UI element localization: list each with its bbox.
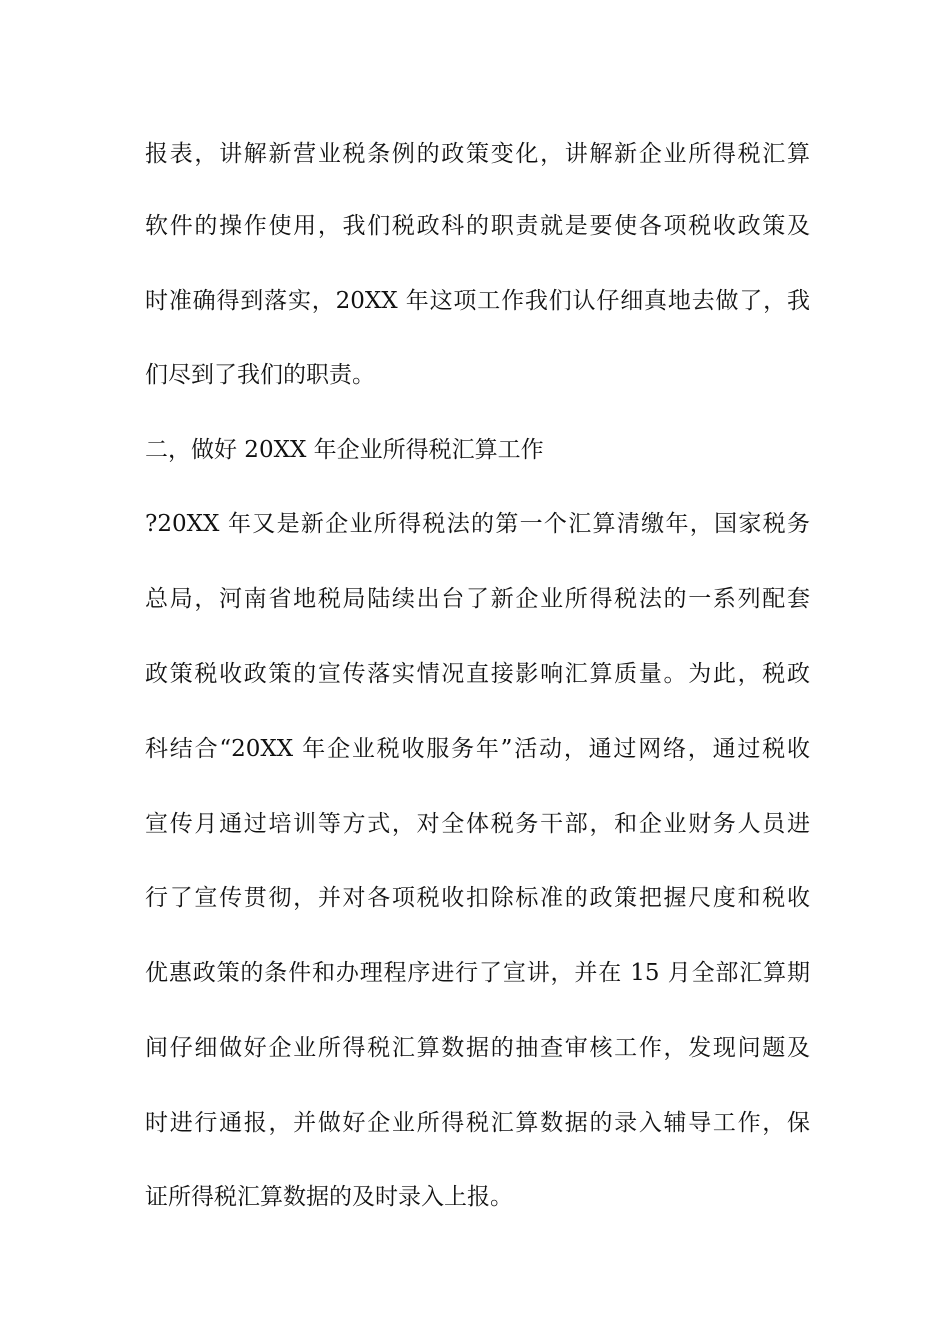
- text-line-3: 时准确得到落实，20XX 年这项工作我们认仔细真地去做了，我: [145, 288, 810, 314]
- text-line-10: 宣传月通过培训等方式，对全体税务干部，和企业财务人员进: [145, 811, 810, 837]
- text-line-4: 们尽到了我们的职责。: [145, 362, 375, 388]
- text-line-13: 间仔细做好企业所得税汇算数据的抽查审核工作，发现问题及: [145, 1035, 810, 1061]
- text-line-7: 总局，河南省地税局陆续出台了新企业所得税法的一系列配套: [145, 586, 810, 612]
- text-line-1: 报表，讲解新营业税条例的政策变化，讲解新企业所得税汇算: [145, 141, 810, 167]
- text-line-12: 优惠政策的条件和办理程序进行了宣讲，并在 15 月全部汇算期: [145, 960, 810, 986]
- text-line-6: ?20XX 年又是新企业所得税法的第一个汇算清缴年，国家税务: [145, 511, 810, 537]
- text-line-14: 时进行通报，并做好企业所得税汇算数据的录入辅导工作，保: [145, 1110, 810, 1136]
- text-line-11: 行了宣传贯彻，并对各项税收扣除标准的政策把握尺度和税收: [145, 885, 810, 911]
- text-line-8: 政策税收政策的宣传落实情况直接影响汇算质量。为此，税政: [145, 661, 810, 687]
- text-line-9: 科结合“20XX 年企业税收服务年”活动，通过网络，通过税收: [145, 736, 810, 762]
- text-line-2: 软件的操作使用，我们税政科的职责就是要使各项税收政策及: [145, 213, 810, 239]
- text-line-15: 证所得税汇算数据的及时录入上报。: [145, 1184, 513, 1210]
- section-heading: 二，做好 20XX 年企业所得税汇算工作: [145, 437, 544, 463]
